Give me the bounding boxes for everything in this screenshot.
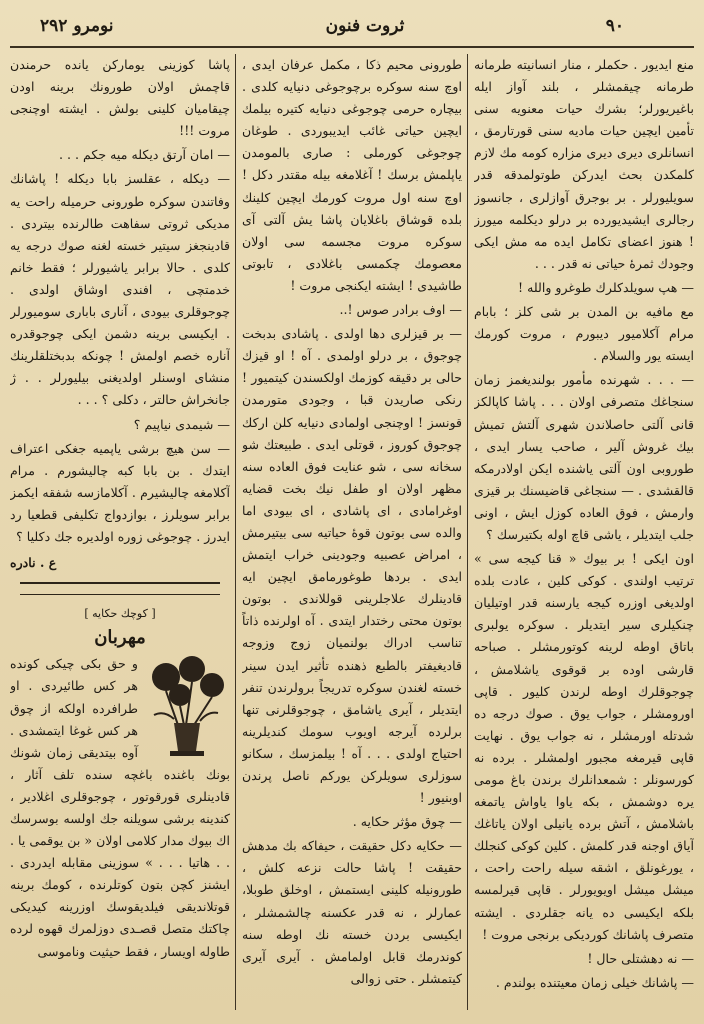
paragraph: — چوق مؤثر حکایه . [352,814,462,830]
section-label: [ کوچك حکایه ] [84,607,156,621]
flower-vase-illustration-icon [144,655,230,759]
paragraph: منع ایدیور . حکملر ، منار انسانیته طرمانه طرمانه چیقمشلر ، بلند آواز ایله باغیریورلر؛ بشرك حیات معنویه سنی تأمین ایچین حیات مادیه سنی قورتارمق ، انسانلری دیری دیری مزاره کومه مك لازم کلمکدن بحث ایدرکن طوتولمدقه قدر سویلیورلر . بر بوجرق آوازلری ، جانسوز رجالری ایشیدیورده بر درلو دیکلمه میورز ! هنوز اعضای تکامل ایده مه مش ایکی وجودك ثمرۀ حیاتی نه قدر . . . [474,57,694,271]
paragraph: و حق بکی چیکی کونده هر کس طائیردی . او طرافرده اولکه از چوق هر کس غوغا ایتمشدی . آوه بیتدیقی زمان شونك بونك باغنده باغچه سنده تلف آثار ، قادینلری قورقوتور ، چوجوقلری اغلادیر ، کندینه برشی سویلنه جك اولسه بوسرسك اك بیوك مدار کلامی اولان « بن یوقمی یا . . . هاتیا . . . » سوزینی مقابله ایدردی . ایشنز کچن بتون کوتلرنده ، کومك برینه قوتلاندیقی فیلدیقوسك اوزرینه کیدیکی چاکتك متصل قصـدی دوزلمرك قهوه لرده طاوله اویسار ، فقط حیثیت وناموسی [10,656,230,959]
column-divider [467,54,468,1010]
paragraph: — نه دهشتلی حال ! [587,950,694,966]
page-number: ٩٠ [605,16,624,36]
column-divider [235,54,236,1010]
issue-number: نومرو ٢٩٢ [40,16,114,36]
paragraph: — حکایه دکل حقیقت ، حیفاکه بك مدهش حقیقت ! پاشا حالت نزعه کلش ، طورونیله کلینی ایستمش ، اوخلق طوبلا، عمارلر ، نه قدر عکسنه چالشمشلر ، ایکیسی بردن خسته نك اوطه سنه کوندرمك قابل اولمامش . آیری آیری کیتمشلر . حتی زوالی [242,838,462,986]
story-title: مهربان [94,627,146,649]
paragraph: — . . . شهرنده مأمور بولندیغمز زمان سنجاغك متصرفی اولان . . . پاشا کاپالکز قانی آلتی حاصلاندن شهری آلتش تمیش بیك غروش آلیر ، صاحب یسار ایدی ، طوروبی اون آلتی یاشنده ایکن اولادرمکه قالقشدی . — سنجاغی قاضیسنك بر قیزی وارمش ، فوق العاده کوزل ایش ، اونی جلب ایتدیلر ، یاشی قاچ اوله بکتیرسك ؟ [474,372,694,542]
column-middle [242,54,462,1010]
paragraph: پاشا کوزینی یومارکن یانده حرمندن قاچمش اولان طورونك برینه اودن چیقامیان کلینی بولش . ایشته اوچنجی مروت !!! [10,57,230,139]
section-separator [20,582,220,595]
paragraph: — بر قیزلری دها اولدی . پاشادی بدبخت چوجوق ، بر درلو اولمدی . آه ! او قیزك حالی بر دقیقه کوزمك اولکسندن کیتمیور ! رنکی صاریدن قبا ، وجودی متورمدن قونسز ! اوچنجی اولمادی دنیایه کلن ارکك چوجوق کوروز ، قوتلی ایدی . طبیعتك شو سخانه سی ، شو عنایت فوق العاده سنه مظهر اولان او طفل نیك بخت قضایه اوغرامادی ، ای پاشادی ، ای بیودی اما والده سی بوتون قوۀ حیاتیه سی بیتیرمش ، امراض عصبیه وجودینی خراب ایتمش ایدی . بردها طوغورمامق ایچین ایه قادینلرك علاجلرینی قوللاندی . بوتون بوتون محتی رختدار ایتدی . آه اولرنده ذاتاً تناسب ادراك بولنمیان زوج وزوجه قادیغیفتر بالطبع ذهنده تأثیر ایدن سینر خسته لغندن سوکره تدریجاً برولرندن تنفر ایتدیلر ، آیری یاشامق ، چوجوقلرنی تنها برلرده آیرجه اویوب سومك کندیلرینه احتیاج اولدی . . . آه ! بیلمزسك ، سکانو سوزلری سویلرکن یورکم ناصل پرندن اوبنیور ! [242,326,462,806]
paragraph: اون ایکی ! بر بیوك « قنا کیجه سی » ترتیب اولندی . کوکی کلین ، عادت بلده اولدیغی اوزره کیجه یارسنه قدر اوتیلیان چنکیلری سیر ایتدیلر . سوکره یولبری باتاق اوطه لرینه کوتورمشلر . صباحه قارشی اوده بر قوقوی یاشلامش ، چوجوقلرك اوطه لرندن کلیور . قاپی اورومشلر ، جواب یوق . صوك درجه ده شدتله اورمشلر ، نه جواب یوق . نهایت قاپی قیرمغه مجبور اولمشلر . برده نه کورسونلر : شمعدانلرك برندن باغ مومی یره دوشمش ، بکه یاوا یاواش یاتمغه باشلامش ، آتش برده یانیلی اولان یاتاغك آیاق اوجنه قدر کلمش . کلین کوکی کنجلك ، یورغونلق ، اشقه سیله راحت راحت ، میشل میشل اویویورلر . قاپی قیرلمسه بلکه ایکیسی ده یانه جقلردی . ایشته متصرف پاشانك کوردیکی برنجی مروت ! [474,551,694,942]
page-header [10,8,694,48]
column-right [474,54,694,1010]
paragraph: — اوف برادر صوس !.. [339,302,462,318]
column-left [10,54,230,1010]
paragraph: — امان آرتق دیکله میه جکم . . . [59,147,230,163]
journal-title: ثروت فنون [325,16,405,36]
paragraph: — هپ سویلدکلرك طوغرو والله ! [518,279,694,295]
paragraph: — شیمدی نیاپیم ؟ [133,416,230,432]
paragraph: — سن هیچ برشی یاپمیه جغکی اعتراف ایتدك . بن بابا کبه چالیشورم . مرام آکلامغه چالیشیرم . آکلامازسه شفقه ایکمز برابر سویلرز ، بوازدواج تکلیفی قطعیا رد ایدرز . چوجوغی زوره اولدیره جك دکلیا ؟ [10,440,230,544]
paragraph: طورونی محیم ذکا ، مکمل عرفان ایدی ، اوچ سنه سوکره برچوجوغی دنیایه کلدی . بیچاره حرمی چوجوغی دنیایه کتیره بیلمك ایچین حیاتی غائب ایدیبوردی . طوغان چوجوغی کورملی : صاری بالمومدن یاپلمش برسك ! آغلامغه بیله مقتدر دکل ! اوچ سنه اول مروت کورمك ایچین کلینك بلده قوشاق باغلایان پاشا یش آلتی آی سوکره مروت مجسمه سی اولان معصومك چکمسی باغلادی ، تابوتی طاشیدی ! ایشته ایکنجی مروت ! [242,57,462,293]
paragraph: — دیکله ، عقلسز بابا دیکله ! پاشانك وفاتندن سوکره طورونی حرمیله راحت یه مدیکی ثروتی سفاهت طالرنده بیتردی . قادینجغز سیتیر خسته لغنه صوك درجه یه کلدی . حالا برابر یاشیورلر ؛ فقط خانم خدمتچی ، افندی اوشاق اولدی . چوجوقلری بیودی ، آناری باباری سومیورلر . ایکیسی برینه دشمن ایکی چوجوقدره آناره خصم اولمش ! چونکه بدبختلقلرینك منشای اوسنلر اولدیغنی بیلیورلر . . ژ جانخراش حالتر ، دکلی ؟ . . . [10,171,230,408]
text-columns [10,54,694,1010]
paragraph: — پاشانك خیلی زمان معیتنده بولندم . [495,974,694,990]
author-signature: ع . نادره [10,555,57,571]
paragraph: مع مافیه بن المدن بر شی کلز ؛ بابام مرام آکلامیور دیبورم ، مروت کورمك ایسته یور والسلام . [474,304,694,364]
